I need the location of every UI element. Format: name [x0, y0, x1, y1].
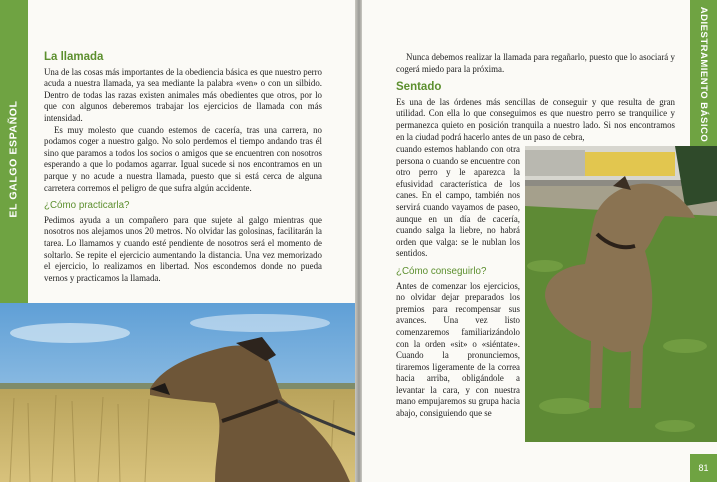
paragraph: Pedimos ayuda a un compañero para que sujete al galgo mientras que nosotros nos alejamos unos 20 metros. No olvidar las golosinas, facilitarán la tarea. Lo llamamos y cuando esté pendiente de nosotros será el momento de soltarlo. Se repite el ejercicio aumentando la distancia. Una vez memorizado el ejercicio, lo realizamos en libertad. Nos escondemos donde no pueda vernos y practicamos la llamada.	[44, 214, 322, 283]
right-side-band	[690, 0, 717, 148]
greyhound-in-wheat-field-photo	[0, 303, 357, 482]
section-title-la-llamada: La llamada	[44, 51, 104, 63]
left-side-band	[0, 0, 28, 318]
right-page	[362, 0, 717, 482]
right-text-narrow-column	[396, 144, 520, 420]
paragraph: Una de las cosas más importantes de la obediencia básica es que nuestro perro acuda a nuestra llamada, ya sea mediante la palabra «ven» o con un silbido. Dentro de todas las razas existen animales más obedientes que otros, por lo que con algunos deberemos trabajar los ejercicios de llamada con más intensidad.	[44, 66, 322, 123]
left-page	[0, 0, 357, 482]
right-side-label: ADIESTRAMIENTO BÁSICO	[698, 6, 710, 142]
paragraph: cuando estemos hablando con otra persona o cuando se encuentre con otro perro y le aparezca la efusividad característica de los canes. En el campo, también nos servirá cuando vayamos de paseo, aunque en un día de cacería, cuando salga la liebre, no habrá orden que valga: se le nublan los sentidos.	[396, 144, 520, 259]
subsection-title-como-practicarla: ¿Cómo practicarla?	[44, 200, 130, 212]
sitting-greyhound-on-grass-photo	[525, 146, 717, 442]
left-side-label: EL GALGO ESPAÑOL	[8, 100, 21, 218]
paragraph: Es muy molesto que cuando estemos de cacería, tras una carrera, no podamos coger a nuestro galgo. No solo perdemos el tiempo andando tras él sino que paramos a todos los socios o amigos que se encuentren con nosotros esperando a que lo podamos agarrar. Igual sucede si nos encontramos en un parque y no acude a nuestra llamada, puesto que si está cerca de alguna carretera corremos el peligro de que sufra algún accidente.	[44, 124, 322, 193]
page-number: 81	[690, 454, 717, 482]
paragraph: Nunca debemos realizar la llamada para regañarlo, puesto que lo asociará y cogerá miedo para la próxima.	[396, 52, 675, 74]
right-text-top	[396, 52, 675, 143]
paragraph: Es una de las órdenes más sencillas de conseguir y que resulta de gran utilidad. Con ella lo que conseguimos es que nuestro perro se tranquilice y permanezca quieto en posición tranquila a nuestro lado. Si nos encontramos en la ciudad podrá hacerlo antes de un paso de cebra,	[396, 96, 675, 142]
paragraph: Antes de comenzar los ejercicios, no olvidar dejar preparados los premios para recompensar sus avances. Una vez listo comenzaremos familiarizándolo con la orden «sit» o «siéntate». Cuando la pronunciemos, tiraremos ligeramente de la correa hacia arriba, obligándole a levantar la cara, y con nuestra mano empujaremos su grupa hacia abajo, consiguiendo que se	[396, 280, 520, 419]
left-text-column	[44, 52, 322, 284]
subsection-title-como-conseguirlo: ¿Cómo conseguirlo?	[396, 265, 487, 277]
section-title-sentado: Sentado	[396, 81, 442, 94]
